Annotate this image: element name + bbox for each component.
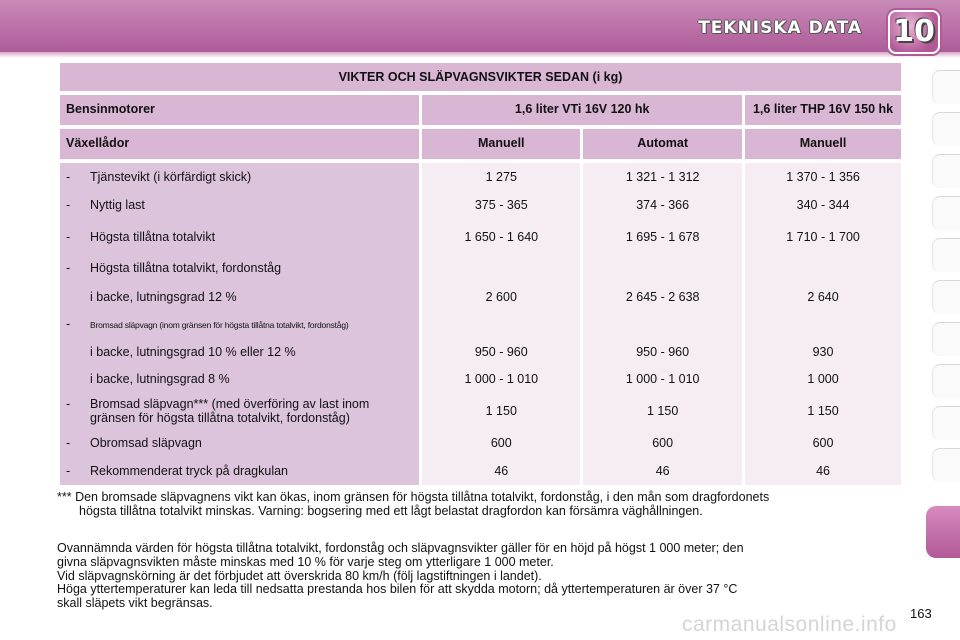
side-tab[interactable] (932, 406, 960, 440)
row-value-1: 1 650 - 1 640 (422, 220, 580, 253)
row-value-3 (745, 253, 901, 283)
row-value-2: 1 150 (583, 393, 742, 429)
row-value-3: 340 - 344 (745, 190, 901, 220)
weights-table (57, 63, 904, 485)
footnote (57, 490, 905, 519)
row-value-1: 2 600 (422, 283, 580, 310)
row-value-2: 1 321 - 1 312 (583, 163, 742, 190)
side-tab[interactable] (932, 322, 960, 356)
row-dash: - (66, 169, 71, 184)
table-row (60, 310, 901, 338)
gearbox-header-1: Manuell (422, 129, 580, 159)
table-row (60, 190, 901, 220)
page-number: 163 (910, 606, 932, 621)
row-dash: - (66, 198, 71, 212)
row-value-1: 600 (422, 429, 580, 457)
row-value-2: 46 (583, 457, 742, 485)
notes-line-3: Vid släpvagnskörning är det förbjudet att överskrida 80 km/h (följ lagstiftningen i landet). (57, 568, 542, 583)
engine-header-1: 1,6 liter VTi 16V 120 hk (422, 95, 742, 125)
side-tab[interactable] (932, 154, 960, 188)
row-label: Bromsad släpvagn (inom gränsen för högsta tillåtna totalvikt, fordonståg) (90, 320, 349, 330)
row-value-3: 46 (745, 457, 901, 485)
row-value-3: 600 (745, 429, 901, 457)
row-value-2 (583, 253, 742, 283)
row-value-3: 1 370 - 1 356 (745, 163, 901, 190)
gearbox-label: Växellådor (60, 129, 419, 159)
row-value-2: 1 000 - 1 010 (583, 365, 742, 393)
row-label: Högsta tillåtna totalvikt, fordonståg (90, 261, 282, 275)
row-value-1: 1 150 (422, 393, 580, 429)
footnote-line-1: *** Den bromsade släpvagnens vikt kan ökas, inom gränsen för högsta tillåtna totalvikt, fordonståg, i den mån som dragfordonets (57, 490, 770, 504)
table-row (60, 283, 901, 310)
side-tab[interactable] (932, 448, 960, 482)
row-label: Högsta tillåtna totalvikt (90, 229, 216, 244)
row-value-3: 2 640 (745, 283, 901, 310)
row-label: Nyttig last (90, 198, 145, 212)
row-value-2: 374 - 366 (583, 190, 742, 220)
table-row (60, 429, 901, 457)
table-row (60, 338, 901, 365)
table-title: VIKTER OCH SLÄPVAGNSVIKTER SEDAN (i kg) (60, 63, 901, 91)
row-value-3: 1 150 (745, 393, 901, 429)
row-dash: - (66, 436, 71, 450)
side-tab-active[interactable] (926, 506, 960, 558)
gearbox-header-3: Manuell (745, 129, 901, 159)
row-dash: - (66, 229, 71, 244)
row-label: Rekommenderat tryck på dragkulan (90, 464, 289, 478)
side-tab[interactable] (932, 112, 960, 146)
notes-line-5: skall släpets vikt begränsas. (57, 596, 213, 610)
table-row (60, 163, 901, 190)
row-value-2: 1 695 - 1 678 (583, 220, 742, 253)
row-label: i backe, lutningsgrad 10 % eller 12 % (90, 344, 296, 359)
row-value-1 (422, 253, 580, 283)
row-value-1: 1 275 (422, 163, 580, 190)
row-value-3: 1 000 (745, 365, 901, 393)
side-tab[interactable] (932, 280, 960, 314)
row-value-1: 1 000 - 1 010 (422, 365, 580, 393)
engine-label: Bensinmotorer (60, 95, 419, 125)
row-value-2: 2 645 - 2 638 (583, 283, 742, 310)
table-row (60, 253, 901, 283)
side-tab-strip (926, 70, 960, 610)
table-row (60, 457, 901, 485)
row-label-line-2: gränsen för högsta tillåtna totalvikt, fordonståg) (90, 411, 350, 425)
row-value-1: 46 (422, 457, 580, 485)
row-dash: - (66, 317, 71, 331)
row-value-3: 930 (745, 338, 901, 365)
side-tab[interactable] (932, 238, 960, 272)
row-label: Obromsad släpvagn (90, 436, 202, 450)
row-label: i backe, lutningsgrad 8 % (90, 372, 230, 386)
row-value-3: 1 710 - 1 700 (745, 220, 901, 253)
notes-line-2: givna släpvagnsvikten måste minskas med 10 % för varje steg om ytterligare 1 000 meter. (57, 554, 554, 569)
row-value-2: 950 - 960 (583, 338, 742, 365)
row-value-1: 950 - 960 (422, 338, 580, 365)
side-tab[interactable] (932, 364, 960, 398)
row-value-1 (422, 310, 580, 338)
row-dash: - (66, 464, 71, 478)
notes-line-4: Höga yttertemperaturer kan leda till nedsatta prestanda hos bilen för att skydda motorn; då yttertemperaturen är över 37 °C (57, 582, 738, 597)
watermark: carmanualsonline.info (682, 613, 897, 636)
footnote-line-2: högsta tillåtna totalvikt minskas. Varning: bogsering med ett lågt belastat dragfordon kan försämra väghållningen. (79, 504, 703, 519)
row-label-line-1: Bromsad släpvagn*** (med överföring av last inom (90, 396, 370, 411)
notes-paragraph (57, 542, 905, 611)
engine-header-2: 1,6 liter THP 16V 150 hk (745, 95, 901, 125)
table-row (60, 393, 901, 429)
row-value-2: 600 (583, 429, 742, 457)
row-dash: - (66, 396, 71, 411)
gearbox-header-2: Automat (583, 129, 742, 159)
chapter-number-badge: 10 (888, 10, 940, 54)
notes-line-1: Ovannämnda värden för högsta tillåtna totalvikt, fordonståg och släpvagnsvikter gäller för en höjd på högst 1 000 meter; den (57, 541, 744, 555)
row-label: i backe, lutningsgrad 12 % (90, 289, 237, 304)
row-value-2 (583, 310, 742, 338)
side-tab[interactable] (932, 196, 960, 230)
row-dash: - (66, 261, 71, 275)
chapter-title: TEKNISKA DATA (698, 18, 862, 38)
table-row (60, 365, 901, 393)
row-label: Tjänstevikt (i körfärdigt skick) (90, 169, 252, 184)
row-value-1: 375 - 365 (422, 190, 580, 220)
row-value-3 (745, 310, 901, 338)
table-row (60, 220, 901, 253)
side-tab[interactable] (932, 70, 960, 104)
